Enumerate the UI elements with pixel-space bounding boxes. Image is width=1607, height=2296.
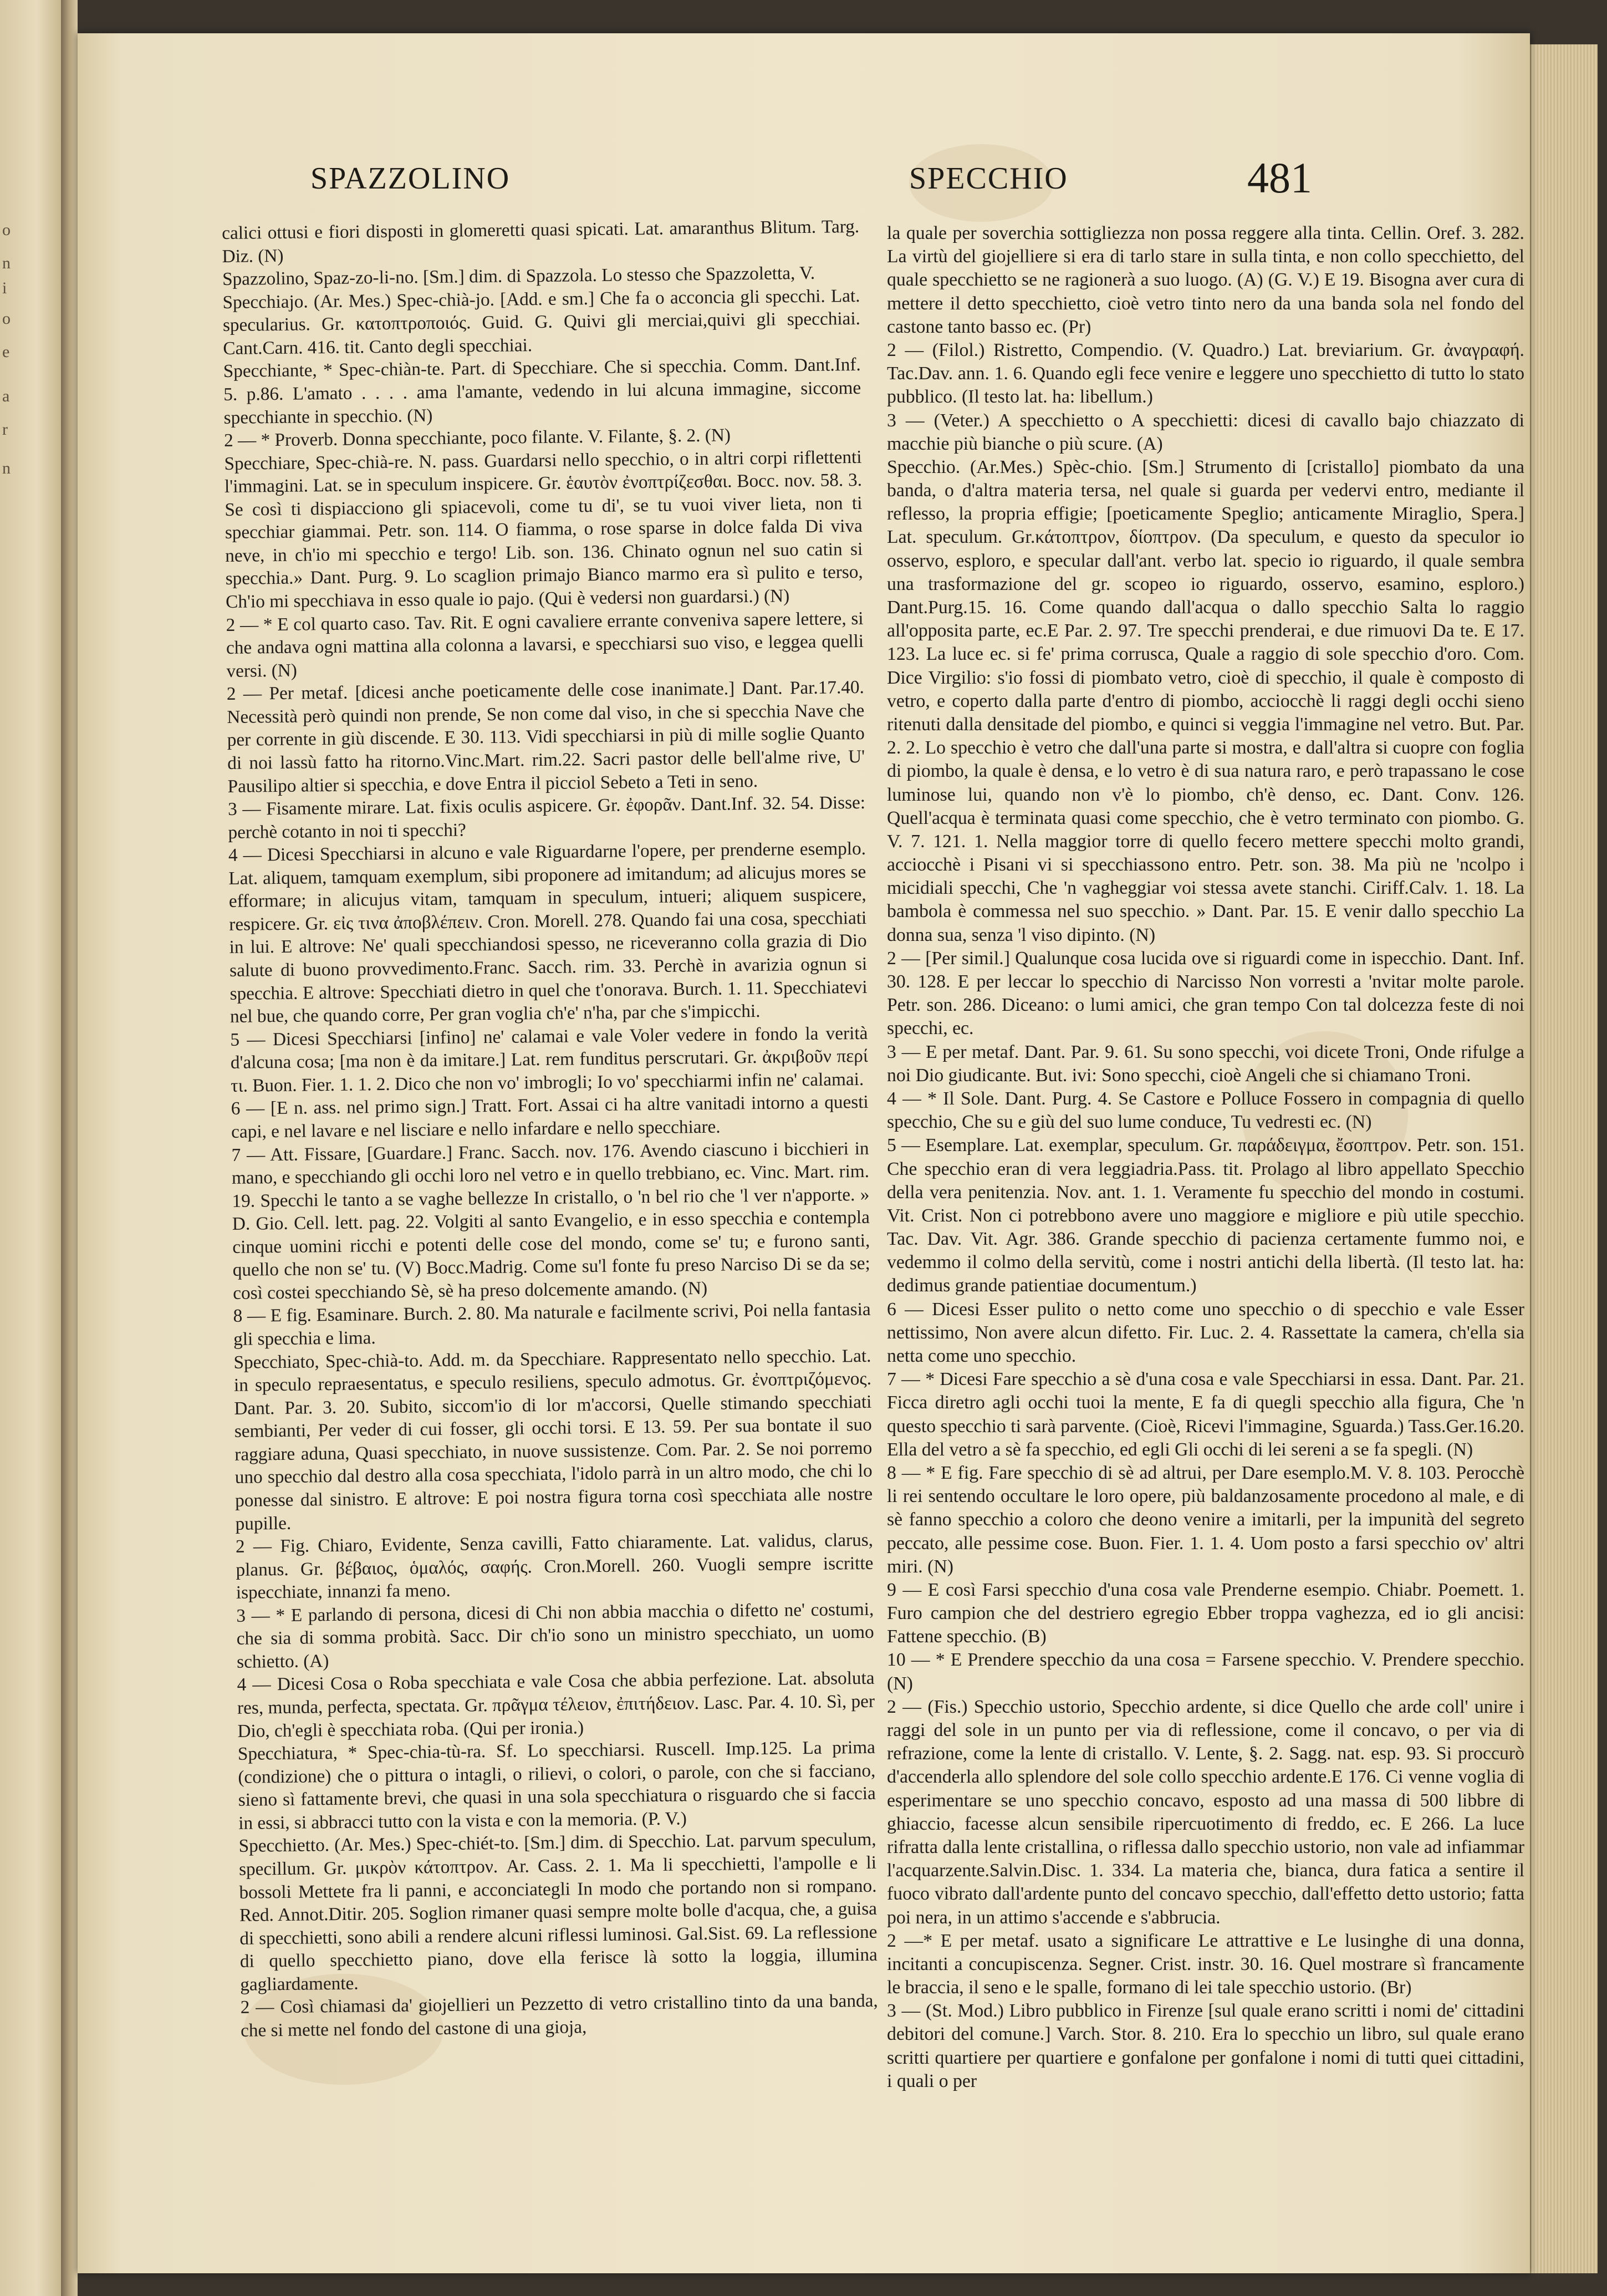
left-page-edge — [0, 0, 61, 2296]
page-header — [211, 154, 1513, 211]
dictionary-entry: 10 — * E Prendere specchio da una cosa = Farsene specchio. V. Prendere specchio. (N) — [887, 1650, 1524, 1694]
dictionary-entry: Specchiante, * Spec-chiàn-te. Part. di Specchiare. Che si specchia. Comm. Dant.Inf. 5. p.86. L'amato . . . . ama l'amante, vedendo in lui alcuna immagine, siccome specchiante in specchio. (N) — [223, 354, 861, 428]
dictionary-entry: 2 — Fig. Chiaro, Evidente, Senza cavilli, Fatto chiaramente. Lat. validus, clarus, planus. Gr. βέβαιος, ὁμαλός, σαφής. Cron.Morell. 260. Vuogli sempre iscritte ispecchiate, innanzi fa meno. — [235, 1529, 874, 1603]
dictionary-entry: 6 — Dicesi Esser pulito o netto come uno specchio o di specchio e vale Esser nettissimo, Non avere alcun difetto. Fir. Luc. 2. 4. Rassettate la camera, ch'ella sia netta come uno specchio. — [887, 1299, 1524, 1366]
margin-fragment: i — [2, 279, 7, 297]
page-number: 481 — [1247, 154, 1312, 202]
dictionary-entry: Spazzolino, Spaz-zo-li-no. [Sm.] dim. di Spazzola. Lo stesso che Spazzoletta, V. — [222, 262, 815, 290]
dictionary-entry: 4 — Dicesi Specchiarsi in alcuno e vale Riguardarne l'opere, per prenderne esemplo. Lat. aliquem, tamquam exemplum, sibi proponere ad imitandum; ad alicujus mores se efformare; in alicujus vitam, tamquam in speculum, intueri; aliquem suspicere, respicere. Gr. εἰς τινα ἀποβλέπειν. Cron. Morell. 278. Quando fai una cosa, specchiati in lui. E altrove: Ne' quali specchiandosi spesso, ne riceveranno colla grazia di Dio salute di buono provvedimento.Franc. Sacch. rim. 33. Perchè in avarizia ognun si specchia. E altrove: Specchiati dietro in quel che t'onorava. Burch. 1. 11. Specchiatevi nel bue, che quando corre, Per gran voglia ch'e' n'ha, par che s'impicchi. — [228, 838, 868, 1027]
dictionary-entry: Specchiato, Spec-chià-to. Add. m. da Specchiare. Rappresentato nello specchio. Lat. in speculo repraesentatus, e speculo resiliens, speculo admotus. Gr. ἐνοπτριζόμενος. Dant. Par. 3. 20. Subito, siccom'io di lor m'accorsi, Quelle stimando specchiati sembianti, Per veder di cui fosser, gli occhi torsi. E 13. 59. Per sua bontate il suo raggiare aduna, Quasi specchiato, in nuove sussistenze. Com. Par. 2. Se noi porremo uno specchio dal destro alla cosa specchiata, l'idolo parrà in un altro modo, che chi lo ponesse dal sinistro. E altrove: E poi nostra figura torna così specchiata alle nostre pupille. — [233, 1345, 873, 1534]
dictionary-entry: 9 — E così Farsi specchio d'una cosa vale Prenderne esempio. Chiabr. Poemett. 1. Furo campion che del destriero egregio Ebber troppa vaghezza, ed io gli ancisi: Fattene specchio. (B) — [887, 1579, 1524, 1647]
dictionary-entry: Specchietto. (Ar. Mes.) Spec-chiét-to. [Sm.] dim. di Specchio. Lat. parvum speculum, specillum. Gr. μικρὸν κάτοπτρον. Ar. Cass. 2. 1. Ma li specchietti, l'ampolle e li bossoli Mettete fra li panni, e acconciategli In modo che portando non si rompano. Red. Annot.Ditir. 205. Soglion rimaner quasi sempre molte bolle d'acqua, che, a guisa di specchietti, sono abili a rendere alcuni riflessi luminosi. Gal.Sist. 69. La reflessione di quello specchietto piano, dove ella ferisce là sotto la loggia, illumina gagliardamente. — [238, 1829, 878, 1995]
running-head-center: SPECCHIO — [909, 161, 1068, 196]
dictionary-entry: 5 — Dicesi Specchiarsi [infino] ne' calamai e vale Voler vedere in fondo la verità d'alcuna cosa; [ma non è da imitare.] Lat. rem funditus perscrutari. Gr. ἀκριβοῦν περί τι. Buon. Fier. 1. 1. 2. Dico che non vo' imbrogli; Io vo' specchiarmi infin ne' calamai. — [230, 1022, 869, 1096]
dictionary-entry: Specchiare, Spec-chià-re. N. pass. Guardarsi nello specchio, o in altri corpi riflettenti l'immagini. Lat. se in speculum inspicere. Gr. ἑαυτὸν ἐνοπτρίζεσθαι. Bocc. nov. 58. 3. Se così ti dispiacciono gli spiacevoli, come tu di', se tu vuoi viver lieta, non ti specchiar giammai. Petr. son. 114. O fiamma, o rose sparse in dolce falda Di viva neve, in ch'io mi specchio e tergo! Lib. son. 136. Chinato ognun nel suo catin si specchia.» Dant. Purg. 9. Lo scaglion primajo Bianco marmo era sì pulito e terso, Ch'io mi specchiava in esso quale io pajo. (Qui è vedersi non guardarsi.) (N) — [224, 446, 863, 612]
margin-fragment: a — [2, 387, 10, 405]
dictionary-entry: 2 — Così chiamasi da' giojellieri un Pezzetto di vetro cristallino tinto da una banda, che si mette nel fondo del castone di una gioja, — [240, 1990, 878, 2041]
dictionary-entry: Specchiajo. (Ar. Mes.) Spec-chià-jo. [Add. e sm.] Che fa o acconcia gli specchi. Lat. specularius. Gr. κατοπτροποιός. Guid. G. Quivi gli merciai,quivi gli specchiai. Cant.Carn. 416. tit. Canto degli specchiai. — [222, 285, 861, 359]
dictionary-entry: 4 — * Il Sole. Dant. Purg. 4. Se Castore e Polluce Fossero in compagnia di quello specchio, Che su e giù del suo lume conduce, Tu vedresti ec. (N) — [887, 1088, 1524, 1133]
dictionary-entry: 2 — (Filol.) Ristretto, Compendio. (V. Quadro.) Lat. breviarium. Gr. ἀναγραφή. Tac.Dav. ann. 1. 6. Quando egli fece venire e leggere uno specchietto di tutto lo stato pubblico. (Il testo lat. ha: libellum.) — [887, 339, 1524, 408]
dictionary-entry: 2 — [Per simil.] Qualunque cosa lucida ove si riguardi come in ispecchio. Dant. Inf. 30. 128. E per leccar lo specchio di Narcisso Non vorresti a 'nvitar molte parole. Petr. son. 286. Diceano: o lumi amici, che gran tempo Con tal dolcezza feste di noi specchi, ec. — [887, 948, 1524, 1039]
left-column — [222, 215, 879, 2096]
margin-fragment: n — [2, 459, 11, 477]
dictionary-entry: 2 — Per metaf. [dicesi anche poeticamente delle cose inanimate.] Dant. Par.17.40. Necessità però quindi non prende, Se non come dal viso, in che si specchia Nave che per corrente in giù discende. E 30. 113. Vidi specchiarsi in più di mille soglie Quanto di noi lassù fatto ha ritorno.Vinc.Mart. rim.22. Sacri pastor delle bell'alme rive, U' Pausilipo altier si specchia, e dove Entra il picciol Sebeto a Teti in seno. — [226, 677, 865, 797]
dictionary-entry: Specchiatura, * Spec-chia-tù-ra. Sf. Lo specchiarsi. Ruscell. Imp.125. La prima (condizione) che o pittura o intagli, o rilievi, o colori, o parole, con che si facciano, sieno sì fattamente brevi, che quasi in una sola specchiatura o risguardo che si faccia in essi, si abbracci tutto con la vista e con la memoria. (P. V.) — [237, 1737, 876, 1834]
dictionary-entry: la quale per soverchia sottigliezza non possa reggere alla tinta. Cellin. Oref. 3. 282. La virtù del giojelliere si era di tarlo stare in sulla tinta, e non collo specchietto, del quale specchietto se ne ragionerà a suo luogo. (A) (G. V.) E 19. Bisogna aver cura di mettere il detto specchietto, cioè vetro tinto nero da una banda sola nel fondo del castone tanto basso ec. (Pr) — [887, 223, 1524, 337]
right-column — [887, 222, 1524, 2096]
dictionary-entry: 2 — * E col quarto caso. Tav. Rit. E ogni cavaliere errante conveniva sapere lettere, si che andava ogni mattina alla colonna a lavarsi, e specchiarsi suo viso, e leggea quelli versi. (N) — [226, 608, 864, 681]
page-stack-edge — [1530, 44, 1598, 2273]
dictionary-entry: calici ottusi e fiori disposti in glomeretti quasi spicati. Lat. amaranthus Blitum. Targ. Diz. (N) — [222, 216, 860, 267]
dictionary-entry: 6 — [E n. ass. nel primo sign.] Tratt. Fort. Assai ci ha altre vanitadi intorno a questi capi, e nel lavare e nel lisciare e nello infardare e nello specchiare. — [231, 1092, 869, 1142]
dictionary-entry: 5 — Esemplare. Lat. exemplar, speculum. Gr. παράδειγμα, ἔσοπτρον. Petr. son. 151. Che specchio eran di vera leggiadria.Pass. tit. Prolago al libro appellato Specchio della vera penitenzia. Nov. ant. 1. 1. Veramente fu specchio del mondo in costumi. Vit. Crist. Non ci potrebbono avere uno maggiore e migliore e più utile specchio. Tac. Dav. Vit. Agr. 386. Grande specchio di pacienza certamente fummo noi, e vedemmo il colmo della servitù, come i nostri antichi della libertà. (Il testo lat. ha: dedimus grande patientiae documentum.) — [887, 1135, 1524, 1296]
book-gutter — [61, 0, 78, 2296]
dictionary-entry: 4 — Dicesi Cosa o Roba specchiata e vale Cosa che abbia perfezione. Lat. absoluta res, munda, perfecta, spectata. Gr. πρᾶγμα τέλειον, ἐπιτήδειον. Lasc. Par. 4. 10. Sì, per Dio, ch'egli è specchiata roba. (Qui per ironia.) — [237, 1668, 875, 1742]
dictionary-entry: 2 — (Fis.) Specchio ustorio, Specchio ardente, si dice Quello che arde coll' unire i raggi del sole in un punto per via di reflessione, come il concavo, o per via di refrazione, come la lente di cristallo. V. Lente, §. 2. Sagg. nat. esp. 93. Si proccurò d'accenderla allo splendore del sole collo specchio ardente.E 176. Ci venne voglia di esperimentare se uno specchio concavo, esposto ad una massa di 500 libbre di ghiaccio, facesse alcun sensibile ripercuotimento di freddo, ec. E 266. La luce rifratta dalla lente cristallina, o riflessa dallo specchio ustorio, non vale ad infiammar l'acquarzente.Salvin.Disc. 1. 334. La materia che, bianca, dura fatica a sentire il fuoco vibrato dall'ardente punto del concavo specchio, dall'effetto detto ustorio; fatta poi nera, in un attimo s'accende e s'abbrucia. — [887, 1696, 1524, 1928]
dictionary-entry: 7 — Att. Fissare, [Guardare.] Franc. Sacch. nov. 176. Avendo ciascuno i bicchieri in mano, e specchiando gli occhi loro nel vetro e in quello trebbiano, ec. Vinc. Mart. rim. 19. Specchi le tanto a se vaghe bellezze In cristallo, o 'n bel rio che 'l ver n'apporte. » D. Gio. Cell. lett. pag. 22. Volgiti al santo Evangelio, e in esso specchia e contempla cinque uomini ricchi e potenti delle cose del mondo, come se' tu; e furono santi, quello che non se' tu. (V) Bocc.Madrig. Come su'l fonte fu preso Narciso Di se da se; così costei specchiando Sè, sè ha preso dolcemente amando. (N) — [231, 1138, 870, 1304]
dictionary-entry: 3 — * E parlando di persona, dicesi di Chi non abbia macchia o difetto ne' costumi, che sia di somma probità. Sacc. Dir ch'io sono un ministro specchiato, un uomo schietto. (A) — [236, 1598, 874, 1672]
dictionary-entry: 3 — E per metaf. Dant. Par. 9. 61. Su sono specchi, voi dicete Troni, Onde rifulge a noi Dio giudicante. But. ivi: Sono specchi, cioè Angeli che si chiamano Troni. — [887, 1041, 1524, 1086]
dictionary-entry: 3 — (St. Mod.) Libro pubblico in Firenze [sul quale erano scritti i nomi de' cittadini debitori del comune.] Varch. Stor. 8. 210. Era lo specchio un libro, sul quale erano scritti quartiere per quartiere e gonfalone per gonfalone i nomi di tutti quei cittadini, i quali o per — [887, 2000, 1524, 2091]
dictionary-entry: 8 — E fig. Esaminare. Burch. 2. 80. Ma naturale e facilmente scrivi, Poi nella fantasia gli specchia e lima. — [233, 1299, 871, 1350]
margin-fragment: n — [2, 254, 11, 272]
dictionary-entry: 2 —* E per metaf. usato a significare Le attrattive e Le lusinghe di una donna, incitanti a concupiscenza. Segner. Crist. instr. 30. 16. Quel mostrare sì francamente le braccia, il seno e le spalle, formano di lei tale specchio ustorio. (Br) — [887, 1930, 1524, 1998]
margin-fragment: o — [2, 309, 11, 328]
dictionary-entry: 7 — * Dicesi Fare specchio a sè d'una cosa e vale Specchiarsi in essa. Dant. Par. 21. Ficca diretro agli occhi tuoi la mente, E fa di quegli specchio alla figura, Che 'n questo specchio ti sarà parvente. (Cioè, Ricevi l'immagine, Sguarda.) Tass.Ger.16.20. Ella del vetro a sè fa specchio, ed egli Gli occhi di lei sereni a se fa spegli. (N) — [887, 1369, 1524, 1460]
running-head-left: SPAZZOLINO — [310, 161, 511, 196]
margin-fragment: o — [2, 221, 11, 239]
margin-fragment: r — [2, 420, 8, 439]
dictionary-entry: 3 — (Veter.) A specchietto o A specchietti: dicesi di cavallo bajo chiazzato di macchie più bianche o più scure. (A) — [887, 410, 1524, 454]
dictionary-entry: Specchio. (Ar.Mes.) Spèc-chio. [Sm.] Strumento di [cristallo] piombato da una banda, o d'altra materia tersa, nel quale si guarda per vedervi entro, mediante il reflesso, la propria effigie; [poeticamente Speglio; anticamente Miraglio, Spera.] Lat. speculum. Gr.κάτοπτρον, δίοπτρον. (Da speculum, e questo da speculor io osservo, esploro, e specular dall'ant. verbo lat. specio io riguardo, il quale sembra una trasformazione del gr. scopeo io riguardo, osservo, esamino, esploro.) Dant.Purg.15. 16. Come quando dall'acqua o dallo specchio Salta lo raggio all'opposita parte, ec.E Par. 2. 97. Tre specchi prenderai, e due rimuovi Da te. E 17. 123. La luce ec. si fe' prima corrusca, Quale a raggio di sole specchio d'oro. Com. Dice Virgilio: s'io fossi di piombato vetro, cioè di specchio, il quale è composto di vetro, e coperto dalla parte d'entro di piombo, acciocchè li raggi degli occhi sieno ritenuti dalla densitade del piombo, e quinci si veggia l'immagine nel vetro. But. Par. 2. 2. Lo specchio è vetro che dall'una parte si mostra, e dall'altra si cuopre con foglia di piombo, la quale è densa, e lo vetro è di sua natura raro, e però trapassano le cose luminose lui, quando non v'è lo piombo, ch'è denso, ec. Dant. Conv. 126. Quell'acqua è terminata quasi come specchio, che è vetro terminato con piombo. G. V. 7. 121. 1. Nella maggior torre di quello fecero mettere specchi molto grandi, acciocchè i Pisani vi si specchiassono entro. Petr. son. 38. Ma più ne 'ncolpo i micidiali specchi, Che 'n vagheggiar voi stessa avete stanchi. Ciriff.Calv. 1. 18. La bambola è commessa nel suo specchio. » Dant. Par. 15. E venir dallo specchio La donna sua, senza 'l viso dipinto. (N) — [887, 456, 1524, 945]
margin-fragment: e — [2, 343, 10, 361]
dictionary-entry: 3 — Fisamente mirare. Lat. fixis oculis aspicere. Gr. ἐφορᾶν. Dant.Inf. 32. 54. Disse: perchè cotanto in noi ti specchi? — [227, 792, 866, 843]
dictionary-entry: 8 — * E fig. Fare specchio di sè ad altrui, per Dare esemplo.M. V. 8. 103. Perocchè li rei sentendo occultare le loro opere, più baldanzosamente procedono al male, e di sè fanno specchio a coloro che deono venire a imitarli, per la impunità del segreto peccato, alle pessime cose. Buon. Fier. 1. 1. 4. Uom posto a farsi specchio ov' altri miri. (N) — [887, 1462, 1524, 1577]
dictionary-entry: 2 — * Proverb. Donna specchiante, poco filante. V. Filante, §. 2. (N) — [223, 425, 731, 451]
